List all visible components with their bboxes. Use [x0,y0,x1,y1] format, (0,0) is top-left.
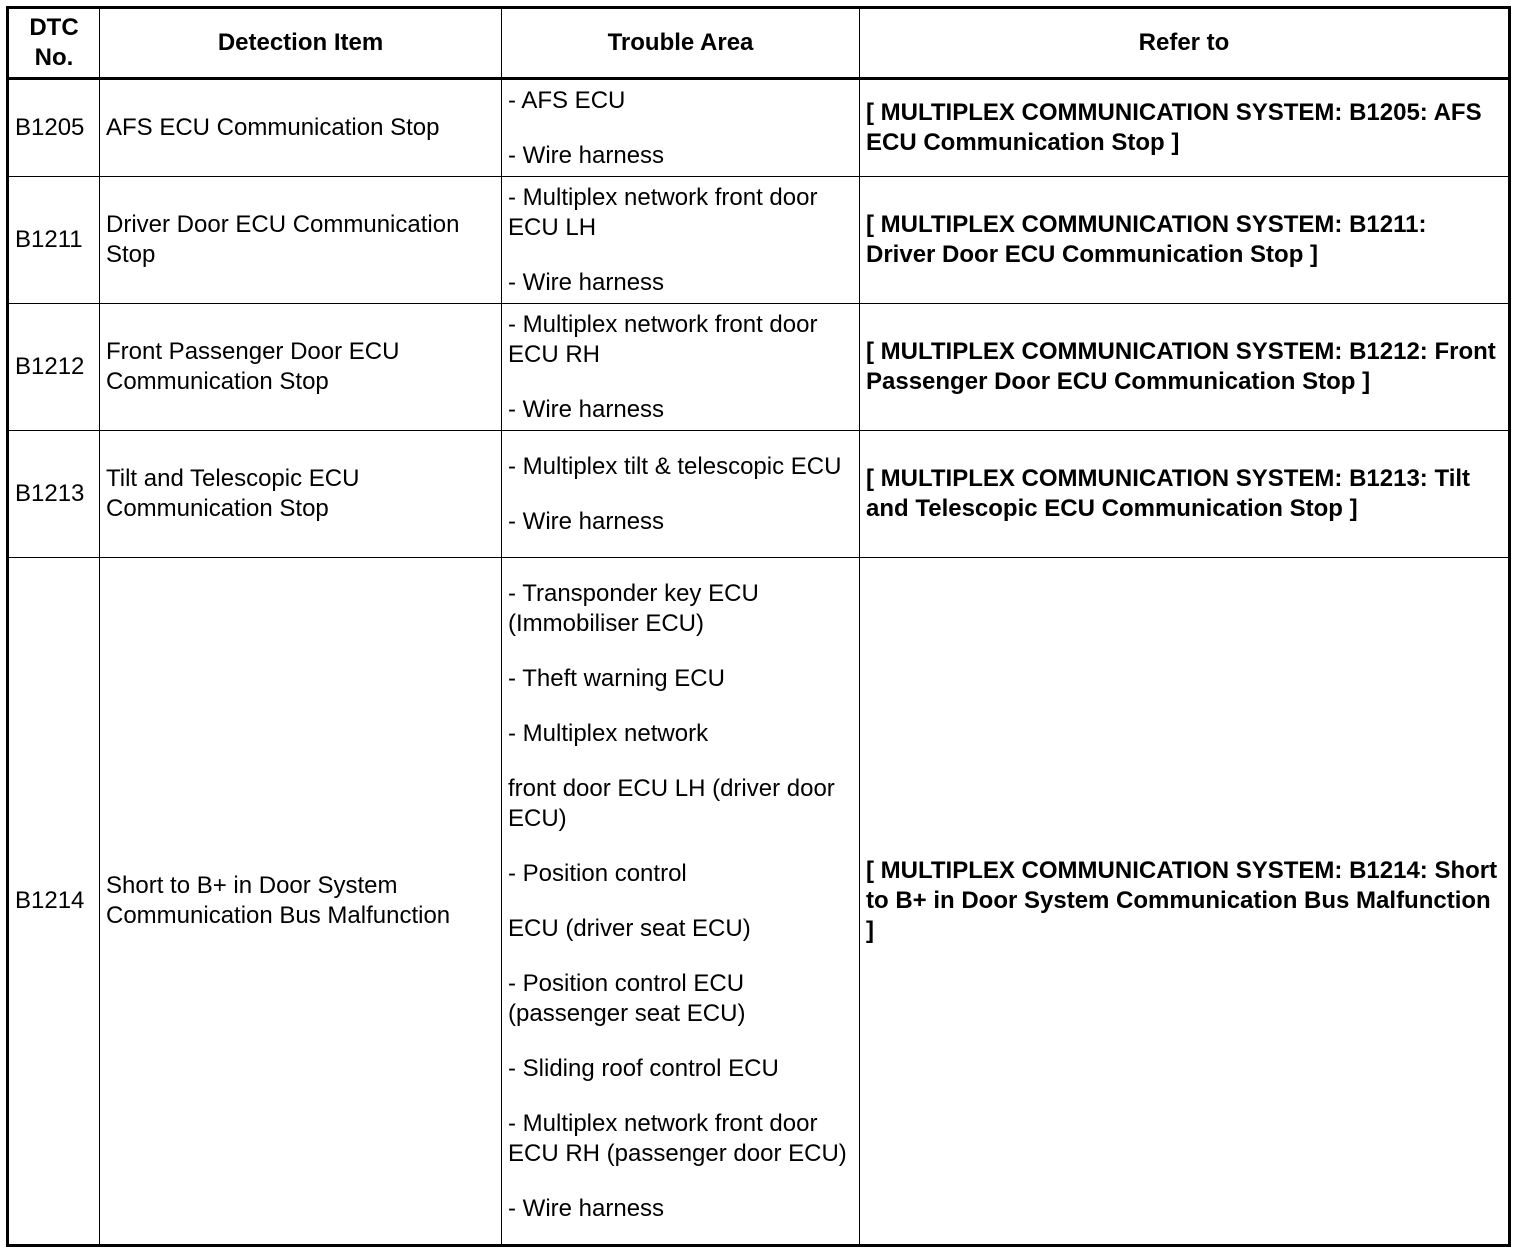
trouble-area-item: - Theft warning ECU [508,664,725,692]
trouble-area-item: - Multiplex network front door ECU LH [508,183,818,241]
trouble-area-item: - Wire harness [508,268,665,296]
trouble-area-item: - Wire harness [508,1194,665,1222]
refer-to-link[interactable]: [ MULTIPLEX COMMUNICATION SYSTEM: B1213: Tilt and Telescopic ECU Communication Stop ] [860,431,1510,558]
detection-item: AFS ECU Communication Stop [100,79,502,177]
header-refer-to: Refer to [860,8,1510,79]
table-row [8,431,1510,558]
detection-item: Tilt and Telescopic ECU Communication Stop [100,431,502,558]
trouble-area [502,177,860,304]
dtc-code: B1205 [8,79,100,177]
dtc-code: B1211 [8,177,100,304]
trouble-area-item: - Transponder key ECU (Immobiliser ECU) [508,579,759,637]
dtc-table [6,6,1511,1247]
refer-to-link[interactable]: [ MULTIPLEX COMMUNICATION SYSTEM: B1214: Short to B+ in Door System Communication Bus Malfunction ] [860,558,1510,1246]
header-detection-item: Detection Item [100,8,502,79]
trouble-area-item: front door ECU LH (driver door ECU) [508,774,835,832]
trouble-area-item: - Multiplex tilt & telescopic ECU [508,452,842,480]
trouble-area-item: - Position control ECU (passenger seat ECU) [508,969,746,1027]
header-trouble-area: Trouble Area [502,8,860,79]
table-row [8,79,1510,177]
detection-item: Front Passenger Door ECU Communication Stop [100,304,502,431]
trouble-area [502,558,860,1246]
refer-to-link[interactable]: [ MULTIPLEX COMMUNICATION SYSTEM: B1212: Front Passenger Door ECU Communication Stop ] [860,304,1510,431]
detection-item: Driver Door ECU Communication Stop [100,177,502,304]
trouble-area [502,79,860,177]
trouble-area-item: - Wire harness [508,395,665,423]
dtc-code: B1214 [8,558,100,1246]
trouble-area-item: - Position control [508,859,687,887]
dtc-code: B1212 [8,304,100,431]
trouble-area-item: - Wire harness [508,507,665,535]
refer-to-link[interactable]: [ MULTIPLEX COMMUNICATION SYSTEM: B1205: AFS ECU Communication Stop ] [860,79,1510,177]
trouble-area [502,304,860,431]
trouble-area-item: - Multiplex network [508,719,709,747]
table-row [8,304,1510,431]
table-row [8,177,1510,304]
header-dtc-no: DTC No. [8,8,100,79]
table-row [8,558,1510,1246]
trouble-area [502,431,860,558]
dtc-code: B1213 [8,431,100,558]
trouble-area-item: - Multiplex network front door ECU RH (passenger door ECU) [508,1109,847,1167]
trouble-area-item: - AFS ECU [508,86,626,114]
trouble-area-item: - Multiplex network front door ECU RH [508,310,818,368]
trouble-area-item: - Wire harness [508,141,665,169]
trouble-area-item: - Sliding roof control ECU [508,1054,779,1082]
table-header-row [8,8,1510,79]
refer-to-link[interactable]: [ MULTIPLEX COMMUNICATION SYSTEM: B1211: Driver Door ECU Communication Stop ] [860,177,1510,304]
detection-item: Short to B+ in Door System Communication Bus Malfunction [100,558,502,1246]
trouble-area-item: ECU (driver seat ECU) [508,914,751,942]
